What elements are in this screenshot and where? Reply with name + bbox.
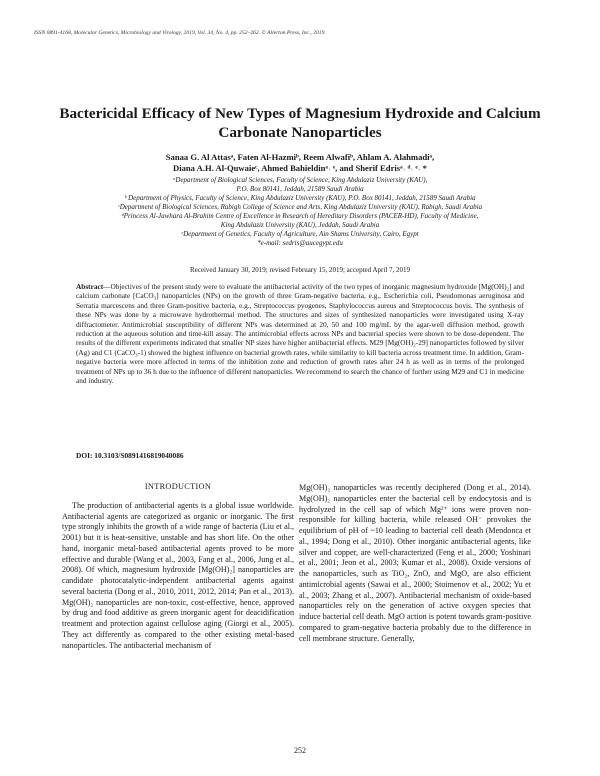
contact-email: *e-mail: sedris@aucegypt.edu: [257, 239, 343, 247]
body-paragraph: The production of antibacterial agents is a global issue worldwide. Antibacterial agents are categorized as organic or inorganic. The first type strongly inhibits the growth of a wide range of bacteria (Liu et al., 2001) but it is heat-sensitive, unstable and has short life. On the other hand, inorganic metal-based antibacterial agents proved to be more effective and durable (Wang et al., 2003, Fang et al., 2006, Jung et al., 2008). Of which, magnesium hydroxide [Mg(OH)₂] nanoparticles are candidate photocatalytic-independent antibacterial agents against several bacteria (Dong et al., 2010, 2011, 2012, 2014; Pan et al., 2013). Mg(OH)₂ nanoparticles are non-toxic, cost-effective, hence, approved by drug and food additive as green inorganic agent for deacidification treatment and protection against cellulose aging (Giorgi et al., 2005). They act differently as compared to the other existing metal-based nanoparticles. The antibacterial mechanism of: [62, 500, 294, 650]
abstract-label: Abstract: [76, 282, 104, 291]
received-dates: Received January 30, 2019; revised February 15, 2019; accepted April 7, 2019: [189, 266, 411, 274]
affiliations: [30, 176, 570, 248]
affiliation-line: ᵃDepartment of Biological Sciences, Faculty of Science, King Abdulaziz University (KAU),: [172, 176, 428, 184]
body-paragraph: Mg(OH)₂ nanoparticles was recently deciphered (Dong et al., 2014). Mg(OH)₂ nanoparticles enter the bacterial cell by endocytosis and is hydrolyzed in the cell sap of which Mg²⁺ ions were proven non-responsible for killing bacteria, while released OH⁻ provokes the equilibrium of pH of ~10 leading to bacterial cell death (Mendonca et al., 1994; Dong et al., 2010). Other inorganic antibacterial agents, like silver and copper, are well-characterized (Feng et al., 2000; Yoshinari et al., 2001; Jeon et al., 2003; Kumar et al., 2008). Oxide versions of the nanoparticles, such as TiO₂, ZnO, and MgO, are also efficient antimicrobial agents (Sawai et al., 2000; Stoimenov et al., 2002; Yu et al., 2003; Zhang et al., 2007). Antibacterial mechanism of oxide-based nanoparticles rely on the generation of active oxygen species that induce bacterial cell death. MgO action is potent towards gram-positive compared to gram-negative bacteria probably due to the difference in cell membrane structure. Generally,: [299, 483, 531, 643]
affiliation-line: ᵉDepartment of Genetics, Faculty of Agriculture, Ain Shams University, Cairo, Egypt: [181, 230, 419, 238]
page-number: 252: [294, 746, 306, 755]
affiliation-line: P.O. Box 80141, Jeddah, 21589 Saudi Arabia: [236, 185, 364, 193]
affiliation-line: ᶜDepartment of Biological Sciences, Rabigh College of Science and Arts, King Abdulaziz University (KAU), Rabigh, Saudi Arabia: [117, 203, 483, 211]
affiliation-line: ᵇ Department of Physics, Faculty of Science, King Abdulaziz University (KAU), P.O. Box 80141, Jeddah, 21589 Saudi Arabia: [124, 194, 476, 202]
left-column: [62, 482, 294, 651]
affiliation-line: ᵈPrincess Al-Jawhara Al-Brahim Centre of Excellence in Research of Hereditary Disorders (PACER-HD), Faculty of Medicine,: [121, 212, 479, 220]
author-line: Diana A.H. Al-Quwaieᶜ, Ahmed Bahieldinᵃ˒ ᵉ, and Sherif Edrisᵃ˒ ᵈ˒ ᵉ˒ *: [173, 163, 427, 173]
journal-header: ISSN 0891-4168, Molecular Genetics, Microbiology and Virology, 2019, Vol. 34, No. 4, pp. 252–262. © Allerton Press, Inc., 2019.: [34, 30, 326, 36]
section-heading: INTRODUCTION: [144, 482, 212, 491]
abstract: [76, 282, 524, 385]
doi: DOI: 10.3103/S0891416819040086: [76, 451, 184, 460]
author-line: Sanaa G. Al Attasᵃ, Faten Al-Hazmiᵇ, Reem Alwafiᵇ, Ahlam A. Alahmadiᵃ,: [165, 152, 435, 162]
right-column: [299, 483, 531, 644]
author-list: [60, 152, 540, 174]
paper-title: Bactericidal Efficacy of New Types of Magnesium Hydroxide and Calcium Carbonate Nanoparticles: [59, 105, 541, 141]
affiliation-line: King Abdulaziz University (KAU), Jeddah, Saudi Arabia: [220, 221, 380, 229]
abstract-text: —Objectives of the present study were to evaluate the antibacterial activity of the two types of inorganic magnesium hydroxide [Mg(OH)₂] and calcium carbonate [CaCO₃] nanoparticles (NPs) on the growth of three Gram-negative bacteria, e.g., Escherichia coli, Pseudomonas aeruginosa and Serratia marcescens and three Gram-positive bacteria, e.g., Streptococcus pyogenes, Staphylococcus aureus and Streptococcus bovis. The synthesis of these NPs was done by a microwave hydrothermal method. The structures and sizes of synthesized nanoparticles were investigated using X-ray diffractometer. Antimicrobial susceptibility of different NPs was determined at 20, 50 and 100 mg/mL by the agar-well diffusion method, growth reduction at the aqueous solution and time-kill assay. The antimicrobial effects across NPs and bacterial species were shown to be dose-dependent. The results of the different experiments indicated that smaller NP sizes have higher antibacterial effects. M29 [Mg(OH)₂-29] nanoparticles followed by silver (Ag) and C1 (CaCO₃-1) showed the highest influence on bacterial growth rates, while similarity to kill bacteria across treatment time. In addition, Gram-negative bacteria were more affected in terms of the inhibition zone and reduction of growth rates after 24 h as well as in terms of the prolonged treatment of NPs up to 36 h due to the influence of different nanoparticles. We recommend to search the chance of further using M29 and C1 in medicine and industry.: [76, 282, 524, 386]
